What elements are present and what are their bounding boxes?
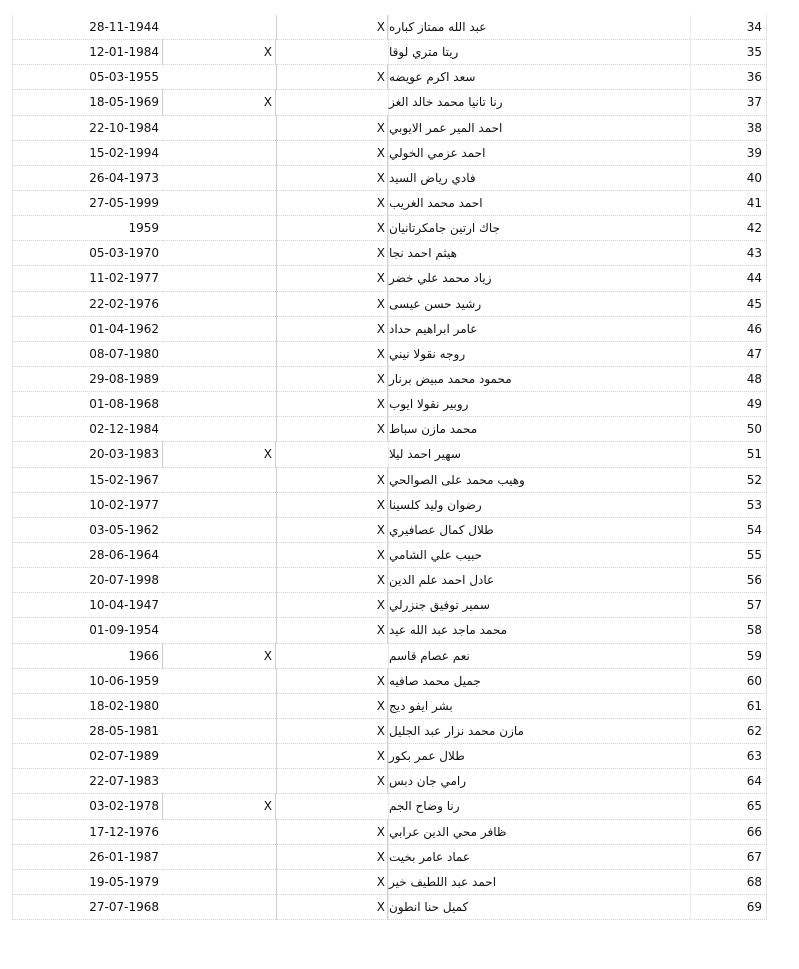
table-row (0, 442, 799, 467)
name-cell: روجه نقولا نيني (388, 342, 690, 367)
male-mark-cell: X (276, 669, 388, 694)
name-cell: وهيب محمد على الصوالحي (388, 468, 690, 493)
table-row (0, 568, 799, 593)
birth-date-cell: 22-10-1984 (12, 116, 162, 141)
row-number-cell: 57 (690, 593, 767, 618)
name-cell: محمد مازن سباط (388, 417, 690, 442)
female-mark-cell: X (162, 40, 276, 65)
table-row (0, 417, 799, 442)
female-mark-cell (162, 15, 276, 40)
row-number-cell: 68 (690, 870, 767, 895)
row-number-cell: 35 (690, 40, 767, 65)
name-cell: رنا تانيا محمد خالد الغز (388, 90, 690, 115)
name-cell: ظافر محي الدين عرابي (388, 820, 690, 845)
table-row (0, 593, 799, 618)
male-mark-cell: X (276, 166, 388, 191)
female-mark-cell (162, 769, 276, 794)
row-number-cell: 64 (690, 769, 767, 794)
birth-date-cell: 18-02-1980 (12, 694, 162, 719)
male-mark-cell: X (276, 895, 388, 920)
table-row (0, 644, 799, 669)
male-mark-cell: X (276, 116, 388, 141)
row-number-cell: 37 (690, 90, 767, 115)
birth-date-cell: 19-05-1979 (12, 870, 162, 895)
male-mark-cell: X (276, 719, 388, 744)
male-mark-cell: X (276, 593, 388, 618)
male-mark-cell: X (276, 417, 388, 442)
birth-date-cell: 27-07-1968 (12, 895, 162, 920)
name-cell: فادي رياض السيد (388, 166, 690, 191)
male-mark-cell: X (276, 568, 388, 593)
female-mark-cell (162, 870, 276, 895)
female-mark-cell (162, 116, 276, 141)
birth-date-cell: 12-01-1984 (12, 40, 162, 65)
male-mark-cell: X (276, 15, 388, 40)
male-mark-cell: X (276, 342, 388, 367)
male-mark-cell: X (276, 266, 388, 291)
birth-date-cell: 28-05-1981 (12, 719, 162, 744)
name-cell: نعم عصام قاسم (388, 644, 690, 669)
male-mark-cell: X (276, 392, 388, 417)
female-mark-cell (162, 417, 276, 442)
male-mark-cell (276, 442, 388, 467)
male-mark-cell: X (276, 618, 388, 643)
row-number-cell: 42 (690, 216, 767, 241)
row-number-cell: 55 (690, 543, 767, 568)
table-row (0, 845, 799, 870)
male-mark-cell: X (276, 191, 388, 216)
table-row (0, 870, 799, 895)
female-mark-cell (162, 669, 276, 694)
male-mark-cell: X (276, 769, 388, 794)
name-cell: رامي جان دبس (388, 769, 690, 794)
female-mark-cell (162, 317, 276, 342)
female-mark-cell (162, 694, 276, 719)
name-cell: سمير توفيق جنزرلي (388, 593, 690, 618)
name-cell: جاك ارتين جامكرتانيان (388, 216, 690, 241)
birth-date-cell: 10-02-1977 (12, 493, 162, 518)
birth-date-cell: 26-01-1987 (12, 845, 162, 870)
male-mark-cell: X (276, 845, 388, 870)
name-cell: رضوان وليد كلسينا (388, 493, 690, 518)
female-mark-cell (162, 744, 276, 769)
female-mark-cell (162, 618, 276, 643)
name-cell: احمد المير عمر الايوبي (388, 116, 690, 141)
birth-date-cell: 01-08-1968 (12, 392, 162, 417)
birth-date-cell: 03-05-1962 (12, 518, 162, 543)
female-mark-cell (162, 845, 276, 870)
name-cell: عادل احمد علم الدين (388, 568, 690, 593)
female-mark-cell (162, 518, 276, 543)
name-cell: احمد محمد الغريب (388, 191, 690, 216)
birth-date-cell: 05-03-1970 (12, 241, 162, 266)
table-row (0, 769, 799, 794)
birth-date-cell: 02-12-1984 (12, 417, 162, 442)
female-mark-cell (162, 241, 276, 266)
male-mark-cell: X (276, 141, 388, 166)
name-cell: جميل محمد صافيه (388, 669, 690, 694)
male-mark-cell: X (276, 493, 388, 518)
male-mark-cell: X (276, 744, 388, 769)
table-row (0, 90, 799, 115)
table-row (0, 191, 799, 216)
female-mark-cell (162, 216, 276, 241)
table-row (0, 65, 799, 90)
name-cell: عامر ابراهيم حداد (388, 317, 690, 342)
birth-date-cell: 08-07-1980 (12, 342, 162, 367)
table-row (0, 266, 799, 291)
row-number-cell: 48 (690, 367, 767, 392)
birth-date-cell: 20-03-1983 (12, 442, 162, 467)
name-cell: احمد عبد اللطيف خير (388, 870, 690, 895)
female-mark-cell (162, 895, 276, 920)
male-mark-cell: X (276, 518, 388, 543)
table-row (0, 694, 799, 719)
table-row (0, 493, 799, 518)
row-number-cell: 66 (690, 820, 767, 845)
name-cell: حبيب علي الشامي (388, 543, 690, 568)
birth-date-cell: 22-02-1976 (12, 292, 162, 317)
row-number-cell: 52 (690, 468, 767, 493)
table-row (0, 744, 799, 769)
male-mark-cell: X (276, 367, 388, 392)
birth-date-cell: 26-04-1973 (12, 166, 162, 191)
female-mark-cell (162, 191, 276, 216)
birth-date-cell: 15-02-1994 (12, 141, 162, 166)
birth-date-cell: 11-02-1977 (12, 266, 162, 291)
row-number-cell: 47 (690, 342, 767, 367)
table-row (0, 367, 799, 392)
row-number-cell: 56 (690, 568, 767, 593)
birth-date-cell: 15-02-1967 (12, 468, 162, 493)
name-cell: رنا وضاح الجم (388, 794, 690, 819)
name-cell: طلال عمر بكور (388, 744, 690, 769)
table-row (0, 669, 799, 694)
female-mark-cell (162, 392, 276, 417)
row-number-cell: 39 (690, 141, 767, 166)
birth-date-cell: 02-07-1989 (12, 744, 162, 769)
male-mark-cell (276, 90, 388, 115)
birth-date-cell: 05-03-1955 (12, 65, 162, 90)
name-cell: عماد عامر بخيت (388, 845, 690, 870)
row-number-cell: 40 (690, 166, 767, 191)
row-number-cell: 49 (690, 392, 767, 417)
male-mark-cell: X (276, 241, 388, 266)
female-mark-cell (162, 266, 276, 291)
birth-date-cell: 18-05-1969 (12, 90, 162, 115)
birth-date-cell: 03-02-1978 (12, 794, 162, 819)
row-number-cell: 43 (690, 241, 767, 266)
row-number-cell: 44 (690, 266, 767, 291)
male-mark-cell (276, 794, 388, 819)
female-mark-cell (162, 292, 276, 317)
row-number-cell: 45 (690, 292, 767, 317)
name-cell: سعد اكرم عويضه (388, 65, 690, 90)
name-cell: هيثم احمد نجا (388, 241, 690, 266)
birth-date-cell: 17-12-1976 (12, 820, 162, 845)
row-number-cell: 50 (690, 417, 767, 442)
female-mark-cell (162, 593, 276, 618)
name-cell: روبير نقولا ايوب (388, 392, 690, 417)
name-cell: ريتا متري لوقا (388, 40, 690, 65)
male-mark-cell (276, 40, 388, 65)
table-row (0, 116, 799, 141)
name-cell: محمد ماجد عبد الله عيد (388, 618, 690, 643)
name-cell: زياد محمد علي خضر (388, 266, 690, 291)
name-cell: سهير احمد ليلا (388, 442, 690, 467)
female-mark-cell (162, 468, 276, 493)
table-row (0, 166, 799, 191)
female-mark-cell: X (162, 794, 276, 819)
row-number-cell: 61 (690, 694, 767, 719)
row-number-cell: 67 (690, 845, 767, 870)
table-row (0, 719, 799, 744)
table-row (0, 40, 799, 65)
name-cell: احمد عزمي الخولي (388, 141, 690, 166)
table-row (0, 468, 799, 493)
female-mark-cell: X (162, 644, 276, 669)
table-row (0, 342, 799, 367)
name-cell: مازن محمد نزار عبد الجليل (388, 719, 690, 744)
male-mark-cell: X (276, 65, 388, 90)
name-cell: بشر ايفو ديج (388, 694, 690, 719)
female-mark-cell: X (162, 90, 276, 115)
name-cell: محمود محمد مبيض برنار (388, 367, 690, 392)
birth-date-cell: 29-08-1989 (12, 367, 162, 392)
male-mark-cell: X (276, 317, 388, 342)
female-mark-cell (162, 65, 276, 90)
table-row (0, 317, 799, 342)
table-row (0, 543, 799, 568)
row-number-cell: 53 (690, 493, 767, 518)
row-number-cell: 46 (690, 317, 767, 342)
birth-date-cell: 10-06-1959 (12, 669, 162, 694)
male-mark-cell (276, 644, 388, 669)
row-number-cell: 62 (690, 719, 767, 744)
birth-date-cell: 20-07-1998 (12, 568, 162, 593)
female-mark-cell (162, 568, 276, 593)
male-mark-cell: X (276, 216, 388, 241)
birth-date-cell: 10-04-1947 (12, 593, 162, 618)
row-number-cell: 63 (690, 744, 767, 769)
name-cell: عبد الله ممتاز كباره (388, 15, 690, 40)
table-row (0, 216, 799, 241)
table-row (0, 141, 799, 166)
female-mark-cell (162, 141, 276, 166)
row-number-cell: 58 (690, 618, 767, 643)
table-row (0, 15, 799, 40)
female-mark-cell: X (162, 442, 276, 467)
male-mark-cell: X (276, 468, 388, 493)
male-mark-cell: X (276, 870, 388, 895)
row-number-cell: 51 (690, 442, 767, 467)
male-mark-cell: X (276, 694, 388, 719)
birth-date-cell: 28-06-1964 (12, 543, 162, 568)
table-row (0, 618, 799, 643)
male-mark-cell: X (276, 820, 388, 845)
female-mark-cell (162, 342, 276, 367)
female-mark-cell (162, 543, 276, 568)
birth-date-cell: 01-04-1962 (12, 317, 162, 342)
birth-date-cell: 1959 (12, 216, 162, 241)
table-row (0, 794, 799, 819)
row-number-cell: 59 (690, 644, 767, 669)
female-mark-cell (162, 493, 276, 518)
name-cell: رشيد حسن عيسى (388, 292, 690, 317)
name-cell: كميل حنا انطون (388, 895, 690, 920)
row-number-cell: 65 (690, 794, 767, 819)
female-mark-cell (162, 367, 276, 392)
female-mark-cell (162, 820, 276, 845)
row-number-cell: 34 (690, 15, 767, 40)
row-number-cell: 38 (690, 116, 767, 141)
birth-date-cell: 01-09-1954 (12, 618, 162, 643)
table-row (0, 820, 799, 845)
birth-date-cell: 22-07-1983 (12, 769, 162, 794)
male-mark-cell: X (276, 543, 388, 568)
table-row (0, 241, 799, 266)
birth-date-cell: 27-05-1999 (12, 191, 162, 216)
row-number-cell: 60 (690, 669, 767, 694)
male-mark-cell: X (276, 292, 388, 317)
row-number-cell: 41 (690, 191, 767, 216)
row-number-cell: 36 (690, 65, 767, 90)
birth-date-cell: 1966 (12, 644, 162, 669)
female-mark-cell (162, 166, 276, 191)
table-row (0, 392, 799, 417)
table-row (0, 518, 799, 543)
table-row (0, 292, 799, 317)
birth-date-cell: 28-11-1944 (12, 15, 162, 40)
row-number-cell: 54 (690, 518, 767, 543)
name-cell: طلال كمال عصافيري (388, 518, 690, 543)
records-table (0, 15, 799, 920)
table-row (0, 895, 799, 920)
row-number-cell: 69 (690, 895, 767, 920)
female-mark-cell (162, 719, 276, 744)
